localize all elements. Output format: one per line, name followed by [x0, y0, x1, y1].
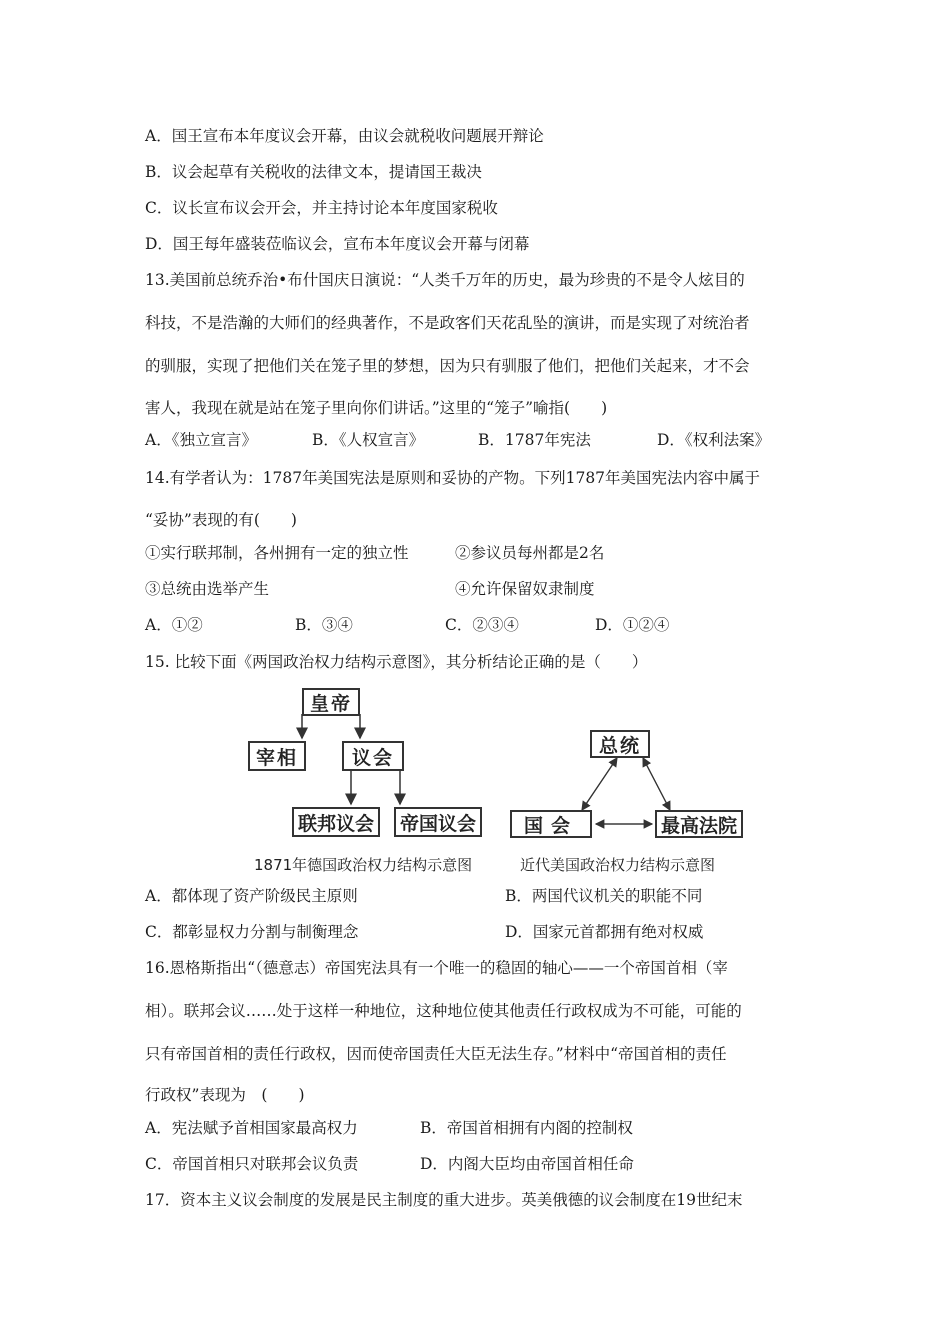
political-structure-diagram: [240, 686, 750, 881]
q13-stem-line2: 科技，不是浩瀚的大师们的经典著作，不是政客们天花乱坠的演讲，而是实现了对统治者: [145, 314, 750, 332]
q16-option-a: A．宪法赋予首相国家最高权力: [145, 1119, 358, 1137]
q16-option-d: D．内阁大臣均由帝国首相任命: [420, 1155, 634, 1173]
q13-stem-line4: 害人，我现在就是站在笼子里向你们讲话。”这里的“笼子”喻指( ): [145, 399, 608, 417]
q12-option-b: B．议会起草有关税收的法律文本，提请国王裁决: [145, 163, 482, 181]
q15-option-c: C．都彰显权力分割与制衡理念: [145, 923, 359, 941]
caption-usa: 近代美国政治权力结构示意图: [520, 856, 716, 874]
q13-option-b: B．《人权宣言》: [312, 431, 425, 449]
q15-option-d: D．国家元首都拥有绝对权威: [505, 923, 704, 941]
q16-stem-line3: 只有帝国首相的责任行政权，因而使帝国责任大臣无法生存。”材料中“帝国首相的责任: [145, 1045, 727, 1063]
box-emperor: 皇帝: [302, 688, 360, 716]
box-congress: 国会: [510, 810, 592, 838]
box-federal-council: 联邦议会: [292, 807, 380, 837]
q16-option-c: C．帝国首相只对联邦会议负责: [145, 1155, 359, 1173]
box-president: 总统: [590, 730, 650, 758]
q17-stem-line1: 17．资本主义议会制度的发展是民主制度的重大进步。英美俄德的议会制度在19世纪末: [145, 1191, 743, 1209]
q12-option-c: C．议长宣布议会开会，并主持讨论本年度国家税收: [145, 199, 498, 217]
q13-option-c: B．1787年宪法: [478, 431, 591, 449]
q14-option-b: B．③④: [295, 616, 353, 634]
q14-option-c: C．②③④: [445, 616, 519, 634]
q16-stem-line2: 相）。联邦会议……处于这样一种地位，这种地位使其他责任行政权成为不可能，可能的: [145, 1002, 742, 1020]
box-imperial-diet: 帝国议会: [394, 807, 482, 837]
q13-stem-line1: 13.美国前总统乔治•布什国庆日演说：“人类千万年的历史，最为珍贵的不是令人炫目的: [145, 271, 745, 289]
q13-option-d: D．《权利法案》: [657, 431, 771, 449]
q15-option-a: A．都体现了资产阶级民主原则: [145, 887, 358, 905]
q14-item-2: ②参议员每州都是2名: [455, 544, 605, 562]
q13-stem-line3: 的驯服，实现了把他们关在笼子里的梦想，因为只有驯服了他们，把他们关起来，才不会: [145, 357, 750, 375]
q14-item-4: ④允许保留奴隶制度: [455, 580, 595, 598]
q16-option-b: B．帝国首相拥有内阁的控制权: [420, 1119, 633, 1137]
q14-option-d: D．①②④: [595, 616, 670, 634]
box-chancellor: 宰相: [248, 741, 306, 771]
caption-germany: 1871年德国政治权力结构示意图: [254, 856, 473, 874]
box-parliament: 议会: [342, 741, 404, 771]
q14-option-a: A．①②: [145, 616, 203, 634]
q15-stem: 15. 比较下面《两国政治权力结构示意图》，其分析结论正确的是（ ）: [145, 653, 648, 671]
q14-item-1: ①实行联邦制，各州拥有一定的独立性: [145, 544, 409, 562]
q16-stem-line4: 行政权”表现为 ( ): [145, 1086, 305, 1104]
q14-stem-line1: 14.有学者认为：1787年美国宪法是原则和妥协的产物。下列1787年美国宪法内容中属于: [145, 469, 761, 487]
q15-option-b: B．两国代议机关的职能不同: [505, 887, 703, 905]
box-supreme-court: 最高法院: [655, 810, 743, 838]
q12-option-d: D．国王每年盛装莅临议会，宣布本年度议会开幕与闭幕: [145, 235, 530, 253]
q13-option-a: A．《独立宣言》: [145, 431, 257, 449]
q14-item-3: ③总统由选举产生: [145, 580, 270, 598]
q16-stem-line1: 16.恩格斯指出“（德意志）帝国宪法具有一个唯一的稳固的轴心——一个帝国首相（宰: [145, 959, 728, 977]
q14-stem-line2: “妥协”表现的有( ): [145, 511, 297, 529]
q12-option-a: A．国王宣布本年度议会开幕，由议会就税收问题展开辩论: [145, 127, 544, 145]
